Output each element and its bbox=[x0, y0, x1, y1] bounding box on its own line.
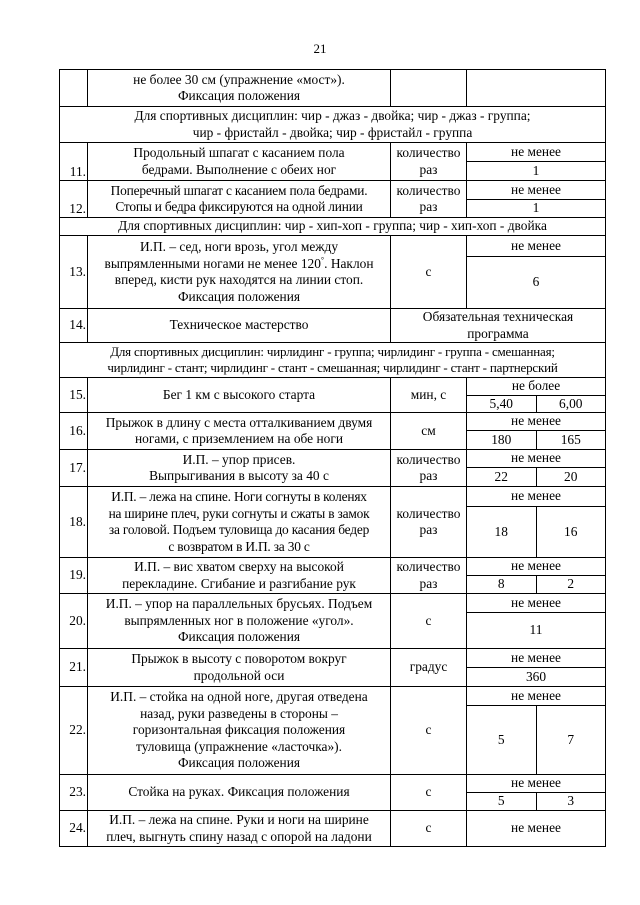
norm-cell: не менее 360 bbox=[467, 649, 606, 687]
norm-cell: не более 5,40 6,00 bbox=[467, 378, 606, 413]
row-number: 12. bbox=[60, 181, 88, 218]
table-row bbox=[60, 143, 606, 181]
exercise-cell: И.П. – лежа на спине. Ноги согнуты в коленях на ширине плеч, руки согнуты и сжаты в замок за головой. Подъем туловища до касания бедер с возвратом в И.П. за 30 с bbox=[88, 487, 391, 558]
norm-cell: не менее 18 16 bbox=[467, 487, 606, 558]
unit-cell: количество раз bbox=[391, 143, 467, 181]
exercise-cell: И.П. – упор на параллельных брусьях. Подъем выпрямленных ног в положение «угол». Фиксация положения bbox=[88, 594, 391, 649]
unit-cell: количество раз bbox=[391, 487, 467, 558]
unit-cell: количество раз bbox=[391, 181, 467, 218]
row-number: 18. bbox=[60, 487, 88, 558]
exercise-cell: Продольный шпагат с касанием пола бедрами. Выполнение с обеих ног bbox=[88, 143, 391, 181]
table-row bbox=[60, 687, 606, 775]
norm-cell: не менее 8 2 bbox=[467, 558, 606, 594]
table-row bbox=[60, 649, 606, 687]
exercise-cell: И.П. – упор присев. Выпрыгивания в высоту за 40 с bbox=[88, 450, 391, 487]
page-number: 21 bbox=[313, 41, 327, 56]
unit-cell: количество раз bbox=[391, 558, 467, 594]
norm-cell: не менее 11 bbox=[467, 594, 606, 649]
row-number: 14. bbox=[60, 309, 88, 343]
program-cell: Обязательная техническая программа bbox=[391, 309, 606, 343]
exercise-cell: Стойка на руках. Фиксация положения bbox=[88, 775, 391, 811]
unit-cell: с bbox=[391, 775, 467, 811]
exercise-cell: Техническое мастерство bbox=[88, 309, 391, 343]
exercise-cell: Прыжок в высоту с поворотом вокруг продольной оси bbox=[88, 649, 391, 687]
unit-cell: см bbox=[391, 413, 467, 450]
standards-table bbox=[59, 69, 605, 847]
norm-cell: не менее 5 3 bbox=[467, 775, 606, 811]
row-number: 16. bbox=[60, 413, 88, 450]
norm-cell: не менее bbox=[467, 811, 606, 847]
unit-cell: мин, с bbox=[391, 378, 467, 413]
table-row bbox=[60, 309, 606, 343]
table-row bbox=[60, 413, 606, 450]
unit-cell: с bbox=[391, 811, 467, 847]
row-number: 17. bbox=[60, 450, 88, 487]
unit-cell: с bbox=[391, 687, 467, 775]
table-row bbox=[60, 70, 606, 107]
row-number: 22. bbox=[60, 687, 88, 775]
section-header: Для спортивных дисциплин: чирлидинг - группа; чирлидинг - группа - смешанная; чирлидинг - стант; чирлидинг - стант - смешанная; чирлидинг - стант - партнерский bbox=[60, 343, 606, 378]
row-number: 19. bbox=[60, 558, 88, 594]
table-row bbox=[60, 775, 606, 811]
exercise-cell: И.П. – вис хватом сверху на высокой перекладине. Сгибание и разгибание рук bbox=[88, 558, 391, 594]
unit-cell: количество раз bbox=[391, 450, 467, 487]
unit-cell: градус bbox=[391, 649, 467, 687]
row-number: 11. bbox=[60, 143, 88, 181]
table-row bbox=[60, 450, 606, 487]
row-number: 21. bbox=[60, 649, 88, 687]
row-number: 24. bbox=[60, 811, 88, 847]
unit-cell: с bbox=[391, 236, 467, 309]
norm-cell: не менее 5 7 bbox=[467, 687, 606, 775]
row-number: 20. bbox=[60, 594, 88, 649]
norm-cell: не менее 1 bbox=[467, 143, 606, 181]
table-row bbox=[60, 378, 606, 413]
row-number: 15. bbox=[60, 378, 88, 413]
norm-cell: не менее 22 20 bbox=[467, 450, 606, 487]
unit-cell: с bbox=[391, 594, 467, 649]
exercise-cell: не более 30 см (упражнение «мост»). Фиксация положения bbox=[88, 70, 391, 107]
exercise-cell: И.П. – лежа на спине. Руки и ноги на ширине плеч, выгнуть спину назад с опорой на ладони bbox=[88, 811, 391, 847]
section-header-row bbox=[60, 107, 606, 143]
row-number: 13. bbox=[60, 236, 88, 309]
table-row bbox=[60, 594, 606, 649]
section-header: Для спортивных дисциплин: чир - джаз - двойка; чир - джаз - группа; чир - фристайл - двойка; чир - фристайл - группа bbox=[60, 107, 606, 143]
norm-cell: не менее 1 bbox=[467, 181, 606, 218]
section-header: Для спортивных дисциплин: чир - хип-хоп - группа; чир - хип-хоп - двойка bbox=[60, 218, 606, 236]
table-row bbox=[60, 236, 606, 309]
section-header-row bbox=[60, 218, 606, 236]
row-number: 23. bbox=[60, 775, 88, 811]
exercise-cell: Прыжок в длину с места отталкиванием двумя ногами, с приземлением на обе ноги bbox=[88, 413, 391, 450]
table-row bbox=[60, 558, 606, 594]
exercise-cell: И.П. – стойка на одной ноге, другая отведена назад, руки разведены в стороны – горизонтальная фиксация положения туловища (упражнение «ласточка»). Фиксация положения bbox=[88, 687, 391, 775]
table-row bbox=[60, 811, 606, 847]
norm-cell: не менее 180 165 bbox=[467, 413, 606, 450]
exercise-cell: Поперечный шпагат с касанием пола бедрами. Стопы и бедра фиксируются на одной линии bbox=[88, 181, 391, 218]
section-header-row bbox=[60, 343, 606, 378]
table-row bbox=[60, 487, 606, 558]
table-row bbox=[60, 181, 606, 218]
norm-cell: не менее 6 bbox=[467, 236, 606, 309]
exercise-cell: И.П. – сед, ноги врозь, угол между выпрямленными ногами не менее 120°. Наклон вперед, кисти рук находятся на линии стоп. Фиксация положения bbox=[88, 236, 391, 309]
exercise-cell: Бег 1 км с высокого старта bbox=[88, 378, 391, 413]
